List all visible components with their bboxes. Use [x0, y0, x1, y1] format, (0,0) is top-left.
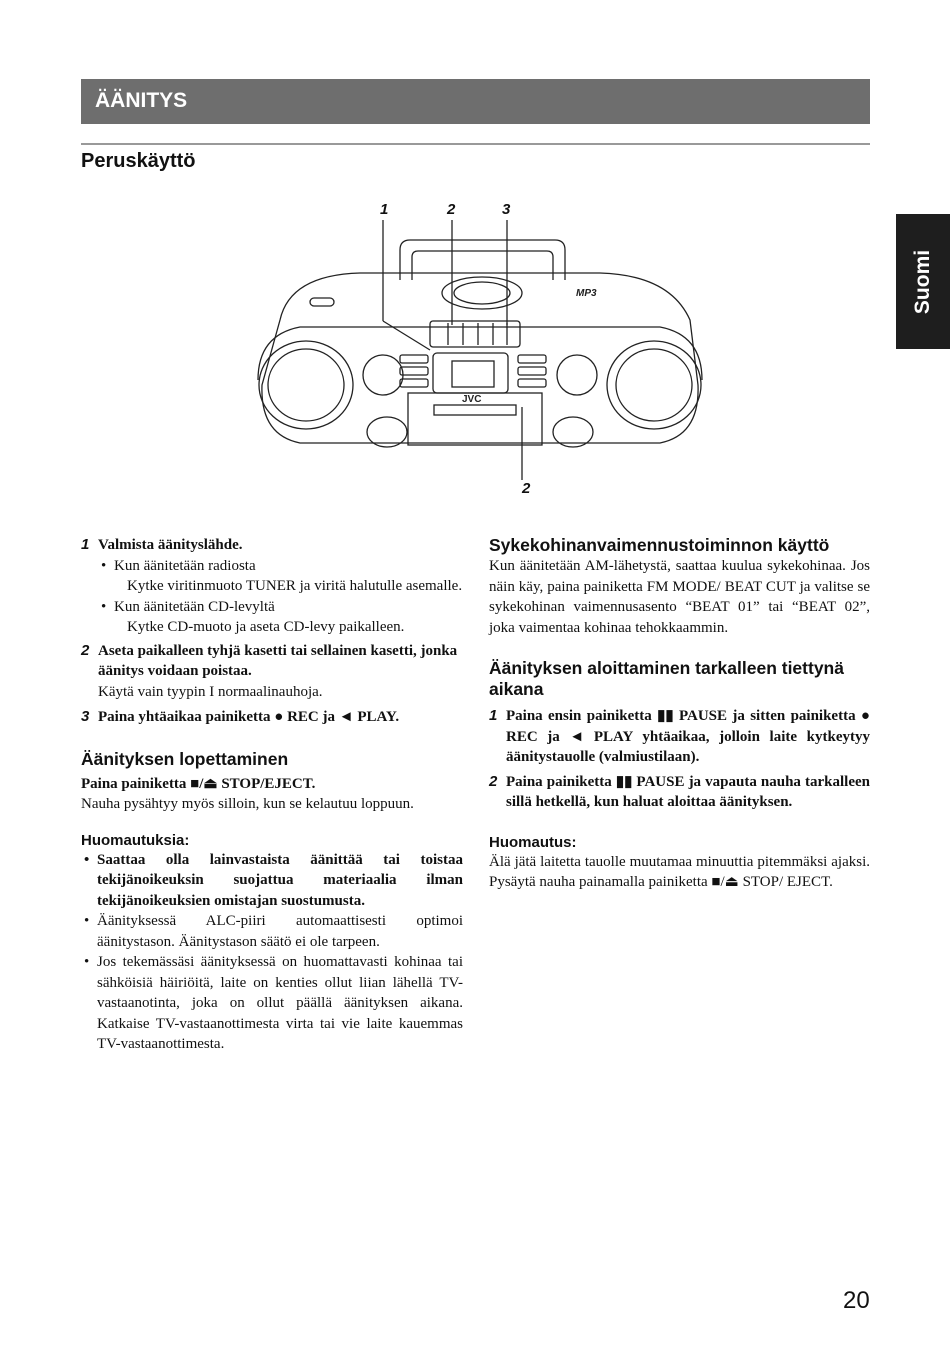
callout-2-bottom: 2	[522, 480, 531, 497]
step-number: 1	[489, 707, 498, 724]
list-item-detail: Kytke viritinmuoto TUNER ja viritä halutulle asemalle.	[127, 578, 463, 594]
notes-heading: Huomautuksia:	[81, 831, 190, 849]
step-title: Valmista äänityslähde.	[98, 537, 243, 553]
list-item: • Saattaa olla lainvastaista äänittää tai toistaa tekijänoikeuksin suojattua materiaalia ilman tekijänoikeuksien omistajan suostumusta.	[81, 850, 463, 912]
callout-2: 2	[447, 201, 456, 218]
page-subtitle: Peruskäyttö	[81, 150, 196, 172]
language-tab	[896, 214, 950, 349]
divider	[81, 143, 870, 145]
left-column	[81, 535, 463, 1055]
step-number: 3	[81, 708, 90, 725]
section-title: ÄÄNITYS	[95, 89, 188, 112]
beat-text: Kun äänitetään AM-lähetystä, saattaa kuulua sykekohinaa. Jos näin käy, paina painiketta FM MODE/ BEAT CUT ja valitse se sykekohinan vaimennusasento “BEAT 01” tai “BEAT 02”, joka vaimentaa kohinaa tehokkaammin.	[489, 558, 870, 636]
stop-heading: Äänityksen lopettaminen	[81, 748, 289, 769]
right-column	[489, 535, 870, 893]
section-banner	[81, 79, 870, 124]
timed-step-2	[489, 772, 870, 813]
step-1	[81, 535, 463, 638]
list-item-detail: Kytke CD-muoto ja aseta CD-levy paikalleen.	[127, 619, 405, 635]
boombox-drawing	[250, 195, 710, 505]
mp3-badge: MP3	[576, 288, 597, 299]
timed-heading: Äänityksen aloittaminen tarkalleen tiettynä aikana	[489, 658, 844, 699]
callout-3: 3	[502, 201, 511, 218]
language-tab-label: Suomi	[911, 249, 934, 314]
brand-logo: JVC	[462, 394, 482, 405]
step-number: 2	[81, 641, 90, 659]
step-number: 2	[489, 772, 498, 790]
step-title: Paina yhtäaikaa painiketta ● REC ja ◄ PLAY.	[98, 709, 400, 725]
step-3	[81, 707, 463, 728]
step-text: Paina painiketta ▮▮ PAUSE ja vapauta nauha tarkalleen sillä hetkellä, kun haluat aloittaa äänityksen.	[506, 773, 870, 810]
stop-text: Nauha pysähtyy myös silloin, kun se kelautuu loppuun.	[81, 796, 414, 812]
step-number: 1	[81, 536, 90, 553]
callout-1: 1	[380, 201, 389, 218]
step-title: Aseta paikalleen tyhjä kasetti tai sellainen kasetti, jonka äänitys voidaan poistaa.	[98, 642, 458, 679]
list-item: • Äänityksessä ALC-piiri automaattisesti optimoi äänitystason. Äänitystason säätö ei ole tarpeen.	[81, 911, 463, 952]
note-heading: Huomautus:	[489, 833, 577, 851]
step-2	[81, 641, 463, 703]
boombox-illustration	[250, 195, 710, 505]
list-item: • Kun äänitetään radiosta	[98, 556, 463, 577]
step-detail: Käytä vain tyypin I normaalinauhoja.	[98, 683, 323, 700]
page-number: 20	[843, 1287, 870, 1314]
step-text: Paina ensin painiketta ▮▮ PAUSE ja sitten painiketta ● REC ja ◄ PLAY yhtäaikaa, jolloin laite kytkeytyy äänitystauolle (valmiustilaan).	[506, 708, 870, 765]
note-text: Älä jätä laitetta tauolle muutamaa minuuttia pitemmäksi ajaksi. Pysäytä nauha painamalla painiketta ■/⏏ STOP/ EJECT.	[489, 853, 870, 890]
list-item: • Kun äänitetään CD-levyltä	[98, 597, 463, 618]
beat-heading: Sykekohinanvaimennustoiminnon käyttö	[489, 535, 830, 555]
list-item: • Jos tekemässäsi äänityksessä on huomattavasti kohinaa tai sähköisiä häiriöitä, laite on kenties ollut liian lähellä TV-vastaanotinta, joka on ollut päällä äänityksen aikana. Katkaise TV-vastaanottimesta virta tai vie laite kauemmas TV-vastaanottimesta.	[81, 952, 463, 1055]
stop-instruction: Paina painiketta ■/⏏ STOP/EJECT.	[81, 775, 316, 792]
timed-step-1	[489, 706, 870, 768]
